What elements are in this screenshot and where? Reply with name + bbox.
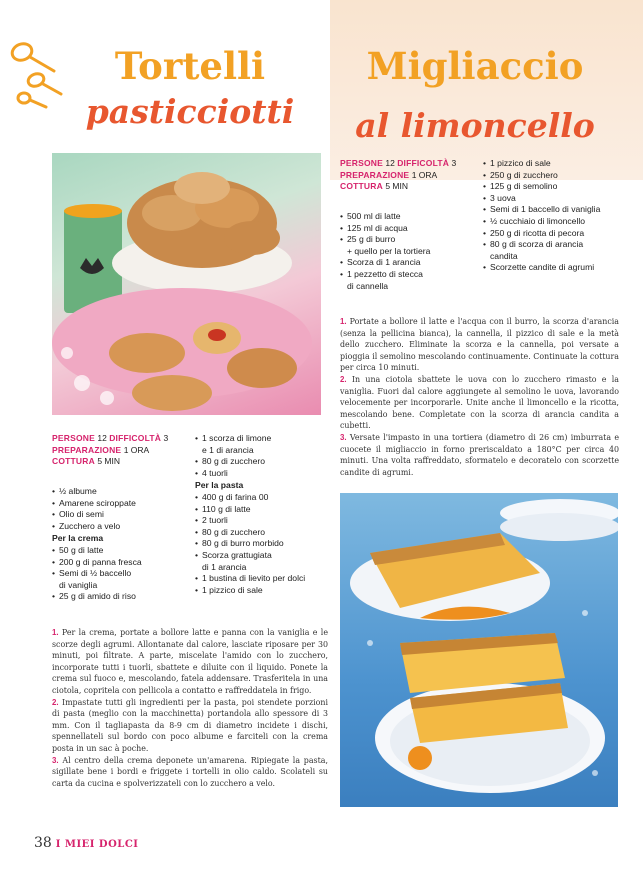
persone-label: PERSONE [52,433,95,443]
step-number: 3. [340,432,347,442]
ingredient-item: • 250 g di zucchero [483,170,633,182]
ingredient-item: • 500 ml di latte [340,211,480,223]
measuring-spoons-icon [6,38,68,110]
tortelli-photo [52,153,321,415]
ingredient-section-heading: Per la pasta [195,480,244,491]
step-paragraph [340,316,619,374]
preparazione-value: 1 ORA [123,444,150,455]
ingredient-item: • 2 tuorli [195,515,330,527]
step-text: Impastate tutti gli ingredienti per la pasta, poi stendete porzioni di pasta (meglio con la macchinetta) portandola allo spessore di 3 mm. Con il tagliapasta da 8-9 cm di diametro incidete i dischi, spennellateli sul bordo con poco albume e farciteli con la crema posta in un sac à poche. [52,697,328,753]
right-ingredients-col1 [340,211,480,292]
ingredient-item: • 80 g di scorza di arancia [483,239,633,251]
step-text: Per la crema, portate a bollore latte e panna con la vaniglia e le scorze degli agrumi. Allontanate dal calore, lasciate riposare per 30 minuti, poi filtrate. A parte, miscelate l'amido con lo zucchero, incorporate tutti i tuorli, sbattete e diluite con il liquido. Ponete la crema sul fuoco e, mescolando, fatela addensare. Trasferitela in una ciotola, copritela con pellicola a contatto e raffreddatela in frigo. [52,628,328,695]
ingredient-item: • 200 g di panna fresca [52,557,192,569]
ingredient-item: • 1 bustina di lievito per dolci [195,573,330,585]
ingredient-item: • 80 g di zucchero [195,527,330,539]
right-meta [340,158,480,193]
ingredient-item: candita [490,250,518,261]
step-number: 2. [52,697,59,707]
step-paragraph [52,627,328,697]
step-text: Al centro della crema deponete un'amarena. Ripiegate la pasta, sigillate bene i bordi e friggete i tortelli in olio caldo. Scolateli su carta da cucina e spolverizzateli con lo zucchero a velo. [52,755,328,788]
step-number: 1. [52,628,59,637]
right-header-bg [330,0,643,180]
ingredient-item: • 1 pizzico di sale [195,585,330,597]
step-number: 3. [52,755,59,765]
ingredient-item: di cannella [347,280,389,291]
ingredient-item: • 125 ml di acqua [340,223,480,235]
ingredient-list [52,486,192,603]
ingredient-item: • 400 g di farina 00 [195,492,330,504]
ingredient-item: • 25 g di amido di riso [52,591,192,603]
persone-label: PERSONE [340,158,383,168]
ingredient-item: • Semi di 1 baccello di vaniglia [483,204,633,216]
ingredient-section-heading: Per la crema [52,533,104,544]
ingredient-item: • Scorza grattugiata [195,550,330,562]
ingredient-item: • 3 uova [483,193,633,205]
persone-value: 12 [97,433,107,443]
preparazione-label: PREPARAZIONE [340,169,410,180]
ingredient-list [483,158,633,274]
preparazione-label: PREPARAZIONE [52,444,122,455]
ingredient-item: • 110 g di latte [195,504,330,516]
left-meta [52,433,192,468]
ingredient-item: • ½ albume [52,486,192,498]
ingredient-item: • ½ cucchiaio di limoncello [483,216,633,228]
difficolta-label: DIFFICOLTÀ [397,158,450,168]
left-ingredients-col2 [195,433,330,596]
right-subtitle: al limoncello [355,106,595,145]
cottura-label: COTTURA [340,181,383,191]
step-text: Portate a bollore il latte e l'acqua con il burro, la scorza d'arancia (senza la pellicina bianca), la cannella, il pizzico di sale e la metà dello zucchero. Eliminate la scorza e la cannella, poi versate a pioggia il semolino mescolando continuamente. Continuate la cottura per circa 10 minuti. [340,317,619,373]
ingredient-item: • 80 g di burro morbido [195,538,330,550]
ingredient-item: • Amarene sciroppate [52,498,192,510]
cottura-value: 5 MIN [97,456,120,466]
ingredient-item: • 80 g di zucchero [195,456,330,468]
ingredient-item: • 25 g di burro [340,234,480,246]
magazine-name: I MIEI DOLCI [55,839,139,850]
cottura-value: 5 MIN [385,181,408,191]
left-ingredients-col1 [52,486,192,603]
migliaccio-photo [340,493,618,807]
ingredient-item: • 1 scorza di limone [195,433,330,445]
left-subtitle: pasticciotti [85,92,295,131]
step-paragraph [340,432,619,478]
step-paragraph [340,374,619,432]
step-paragraph [52,755,328,790]
right-ingredients-col2 [483,158,633,274]
ingredient-item: • 250 g di ricotta di pecora [483,228,633,240]
ingredient-item: di 1 arancia [202,561,247,572]
ingredient-item: • 1 pizzico di sale [483,158,633,170]
step-number: 1. [340,317,347,326]
ingredient-item: • 1 pezzetto di stecca [340,269,480,281]
right-steps [340,316,619,478]
ingredient-item: • Olio di semi [52,509,192,521]
page-number: 38 [34,835,52,851]
preparazione-value: 1 ORA [411,169,438,180]
step-number: 2. [340,374,347,384]
ingredient-item: di vaniglia [59,579,98,590]
ingredient-item: • 50 g di latte [52,545,192,557]
step-text: In una ciotola sbattete le uova con lo zucchero rimasto e la vaniglia. Fuori dal calore aggiungete al semolino le uova, lavorando velocemente per incorporarle. Unite anche il limoncello e la ricotta, mescolando bene. Completate con la scorza di arancia candita a cubetti. [340,374,619,431]
step-paragraph [52,697,328,755]
page-footer [34,834,138,851]
ingredient-list [195,433,330,596]
persone-value: 12 [385,158,395,168]
left-steps [52,627,328,789]
ingredient-item: • 125 g di semolino [483,181,633,193]
cottura-label: COTTURA [52,456,95,466]
ingredient-item: + quello per la tortiera [347,245,431,256]
ingredient-item: • Scorza di 1 arancia [340,257,480,269]
difficolta-label: DIFFICOLTÀ [109,433,162,443]
difficolta-value: 3 [163,433,169,443]
ingredient-item: • Semi di ½ baccello [52,568,192,580]
ingredient-item: • 4 tuorli [195,468,330,480]
difficolta-value: 3 [451,158,457,168]
ingredient-item: e 1 di arancia [202,444,254,455]
ingredient-list [340,211,480,292]
left-title: Tortelli [114,44,266,88]
step-text: Versate l'impasto in una tortiera (diametro di 26 cm) imburrata e cuocete il migliaccio in forno preriscaldato a 180°C per circa 40 minuti. Una volta raffreddato, sformatelo e decoratelo con scorzette candite di agrumi. [340,432,619,477]
right-title: Migliaccio [366,44,584,88]
ingredient-item: • Scorzette candite di agrumi [483,262,633,274]
ingredient-item: • Zucchero a velo [52,521,192,533]
